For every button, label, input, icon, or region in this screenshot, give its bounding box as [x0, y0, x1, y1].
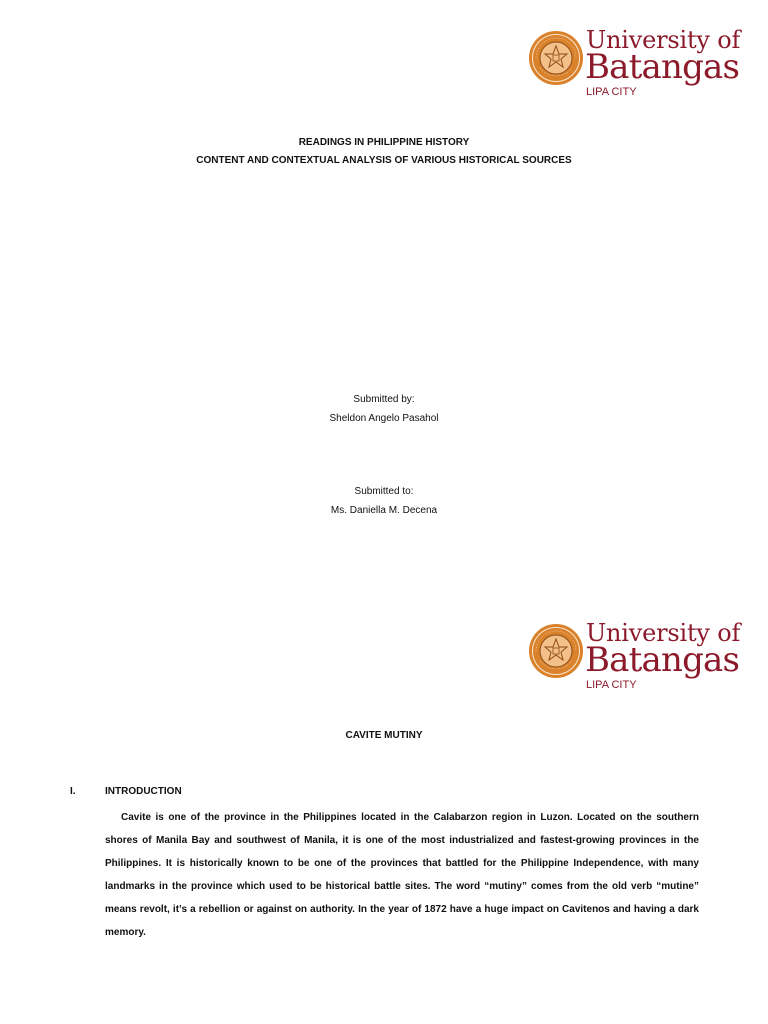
university-logo	[528, 28, 740, 100]
logo-batangas: Batangas	[585, 640, 740, 680]
logo-lipa-city: LIPA CITY	[586, 86, 637, 98]
logo-lipa-city: LIPA CITY	[586, 679, 637, 691]
submitted-by-name: Sheldon Angelo Pasahol	[329, 413, 439, 424]
submitted-to-label: Submitted to:	[354, 486, 414, 497]
submitted-by-label: Submitted by:	[353, 394, 415, 405]
logo-university-of: University of	[586, 619, 741, 647]
university-logo	[528, 621, 740, 693]
intro-number: I.	[70, 786, 76, 797]
university-seal-icon	[528, 30, 584, 86]
logo-batangas: Batangas	[585, 47, 740, 87]
university-seal-icon	[528, 623, 584, 679]
intro-paragraph: Cavite is one of the province in the Philippines located in the Calabarzon region in Luzon. Located on the southern shores of Manila Bay and southwest of Manila, it is one of the most industrialized and fastest-growing provinces in the Philippines. It is historically known to be one of the provinces that battled for the Philippine Independence, with many landmarks in the province which used to be historical battle sites. The word “mutiny” comes from the old verb “mutine” means revolt, it’s a rebellion or against on authority. In the year of 1872 have a huge impact on Cavitenos and having a dark memory.	[105, 812, 699, 938]
intro-heading-label: INTRODUCTION	[105, 786, 182, 797]
content-page	[0, 600, 768, 1024]
cover-title: READINGS IN PHILIPPINE HISTORY	[298, 137, 470, 148]
cover-subtitle: CONTENT AND CONTEXTUAL ANALYSIS OF VARIOUS HISTORICAL SOURCES	[196, 155, 572, 166]
logo-university-of: University of	[586, 26, 741, 54]
section-title: CAVITE MUTINY	[345, 730, 423, 741]
submitted-to-name: Ms. Daniella M. Decena	[330, 505, 438, 516]
